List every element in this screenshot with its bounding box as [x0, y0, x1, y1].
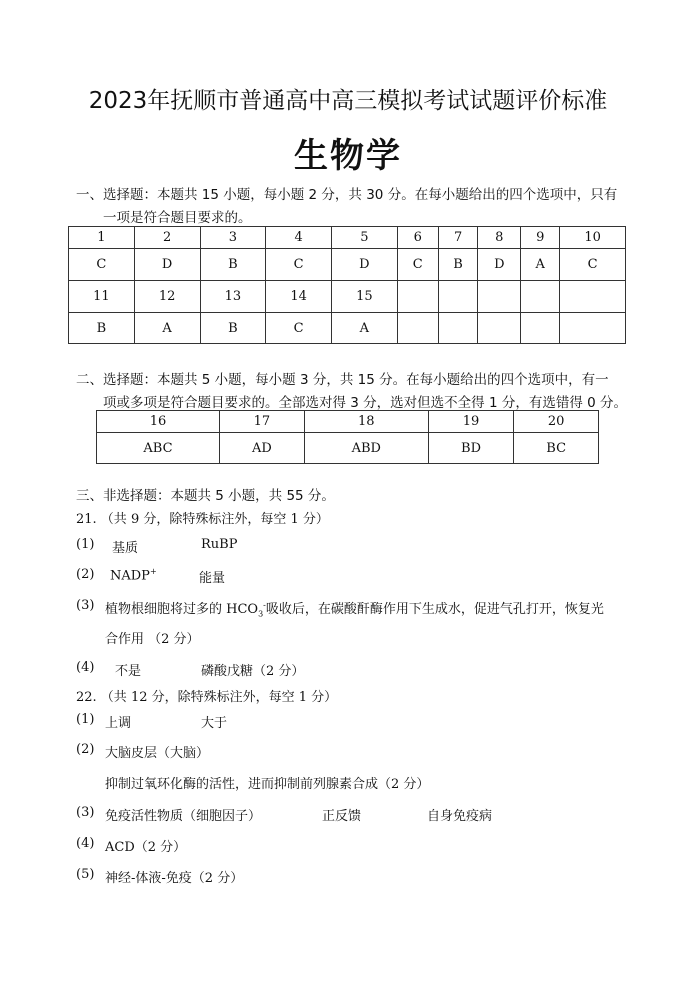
answer-text: 能量	[199, 571, 226, 586]
nadp-text: NADP	[110, 568, 150, 584]
answer-text: ACD（2 分）	[105, 840, 187, 855]
answer-cell: ABC	[97, 433, 220, 464]
superscript: -	[263, 600, 266, 610]
question-number: 20	[514, 411, 599, 433]
answer-text	[105, 598, 604, 619]
question-number: 18	[304, 411, 428, 433]
question-number: 7	[438, 227, 478, 249]
answer-text	[110, 567, 157, 583]
section1-instruction-line2: 一项是符合题目要求的。	[103, 210, 252, 226]
empty-cell	[478, 313, 521, 344]
empty-cell	[521, 313, 560, 344]
answer-number: (4)	[76, 836, 95, 851]
question-number: 9	[521, 227, 560, 249]
question-number: 6	[397, 227, 438, 249]
answer-cell: C	[69, 249, 135, 281]
section3-header: 三、非选择题：本题共 5 小题，共 55 分。	[76, 488, 335, 504]
section2-answer-table	[96, 410, 599, 464]
question-number: 12	[134, 281, 200, 313]
answer-cell: C	[560, 249, 626, 281]
question-number: 4	[266, 227, 332, 249]
answer-number: (3)	[76, 598, 95, 613]
answer-number: (2)	[76, 742, 95, 757]
section1-answer-table	[68, 226, 626, 344]
answer-cell: A	[521, 249, 560, 281]
answer-cell: B	[438, 249, 478, 281]
table-row-answers-1	[69, 249, 626, 281]
answer-cell: D	[134, 249, 200, 281]
table-row-numbers	[97, 411, 599, 433]
answer-cell: ABD	[304, 433, 428, 464]
nadp-superscript: +	[149, 567, 157, 576]
section1-instruction-line1: 一、选择题：本题共 15 小题，每小题 2 分，共 30 分。在每小题给出的四个选项中，只有	[76, 187, 618, 203]
table-row-numbers-2	[69, 281, 626, 313]
answer-text: 神经-体液-免疫（2 分）	[105, 871, 244, 886]
answer-cell: A	[134, 313, 200, 344]
empty-cell	[478, 281, 521, 313]
question-number: 11	[69, 281, 135, 313]
empty-cell	[438, 281, 478, 313]
answer-text: 基质	[112, 541, 139, 556]
answer-text: 大脑皮层（大脑）	[105, 746, 210, 761]
answer-text: RuBP	[201, 537, 238, 552]
answer-text: 大于	[201, 716, 228, 731]
section2-instruction-line1: 二、选择题：本题共 5 小题，每小题 3 分，共 15 分。在每小题给出的四个选项中，有一	[76, 372, 609, 388]
q22-header: 22. （共 12 分，除特殊标注外，每空 1 分）	[76, 690, 338, 705]
answer-number: (1)	[76, 712, 95, 727]
question-number: 5	[332, 227, 398, 249]
answer-text: 磷酸戊糖（2 分）	[201, 664, 305, 679]
answer-cell: BC	[514, 433, 599, 464]
question-number: 3	[200, 227, 266, 249]
empty-cell	[560, 281, 626, 313]
answer-cell: C	[397, 249, 438, 281]
question-number: 8	[478, 227, 521, 249]
answer-number: (2)	[76, 567, 95, 582]
answer-number: (5)	[76, 867, 95, 882]
question-number: 13	[200, 281, 266, 313]
question-number: 1	[69, 227, 135, 249]
section2-instruction-line2: 项或多项是符合题目要求的。全部选对得 3 分，选对但选不全得 1 分，有选错得 0 分。	[103, 395, 628, 411]
answer-text: 不是	[115, 664, 142, 679]
empty-cell	[521, 281, 560, 313]
answer-cell: A	[332, 313, 398, 344]
answer-text: 上调	[105, 716, 132, 731]
answer-text-continued: 抑制过氧环化酶的活性，进而抑制前列腺素合成（2 分）	[105, 777, 430, 792]
subscript: 3	[258, 609, 264, 619]
answer-number: (1)	[76, 537, 95, 552]
answer-cell: BD	[428, 433, 514, 464]
answer-text: 正反馈	[322, 809, 362, 824]
answer-text-continued: 合作用 （2 分）	[105, 632, 200, 647]
empty-cell	[438, 313, 478, 344]
empty-cell	[397, 281, 438, 313]
question-number: 16	[97, 411, 220, 433]
answer-cell: B	[200, 313, 266, 344]
table-row-answers	[97, 433, 599, 464]
table-row-numbers-1	[69, 227, 626, 249]
answer-number: (4)	[76, 660, 95, 675]
answer-text-pre: 植物根细胞将过多的 HCO	[105, 602, 259, 617]
answer-text-post: 吸收后，在碳酸酐酶作用下生成水，促进气孔打开，恢复光	[265, 602, 604, 617]
question-number: 19	[428, 411, 514, 433]
question-number: 14	[266, 281, 332, 313]
answer-cell: AD	[219, 433, 304, 464]
q21-header: 21. （共 9 分，除特殊标注外，每空 1 分）	[76, 512, 329, 527]
answer-cell: C	[266, 313, 332, 344]
answer-text: 自身免疫病	[427, 809, 493, 824]
question-number: 17	[219, 411, 304, 433]
answer-cell: C	[266, 249, 332, 281]
question-number: 10	[560, 227, 626, 249]
question-number: 15	[332, 281, 398, 313]
table-row-answers-2	[69, 313, 626, 344]
answer-number: (3)	[76, 805, 95, 820]
page-title: 2023年抚顺市普通高中高三模拟考试试题评价标准	[88, 88, 608, 114]
subject-title: 生物学	[294, 136, 402, 176]
answer-cell: D	[478, 249, 521, 281]
answer-cell: B	[200, 249, 266, 281]
empty-cell	[560, 313, 626, 344]
answer-text: 免疫活性物质（细胞因子）	[105, 809, 262, 824]
empty-cell	[397, 313, 438, 344]
answer-cell: D	[332, 249, 398, 281]
answer-cell: B	[69, 313, 135, 344]
question-number: 2	[134, 227, 200, 249]
